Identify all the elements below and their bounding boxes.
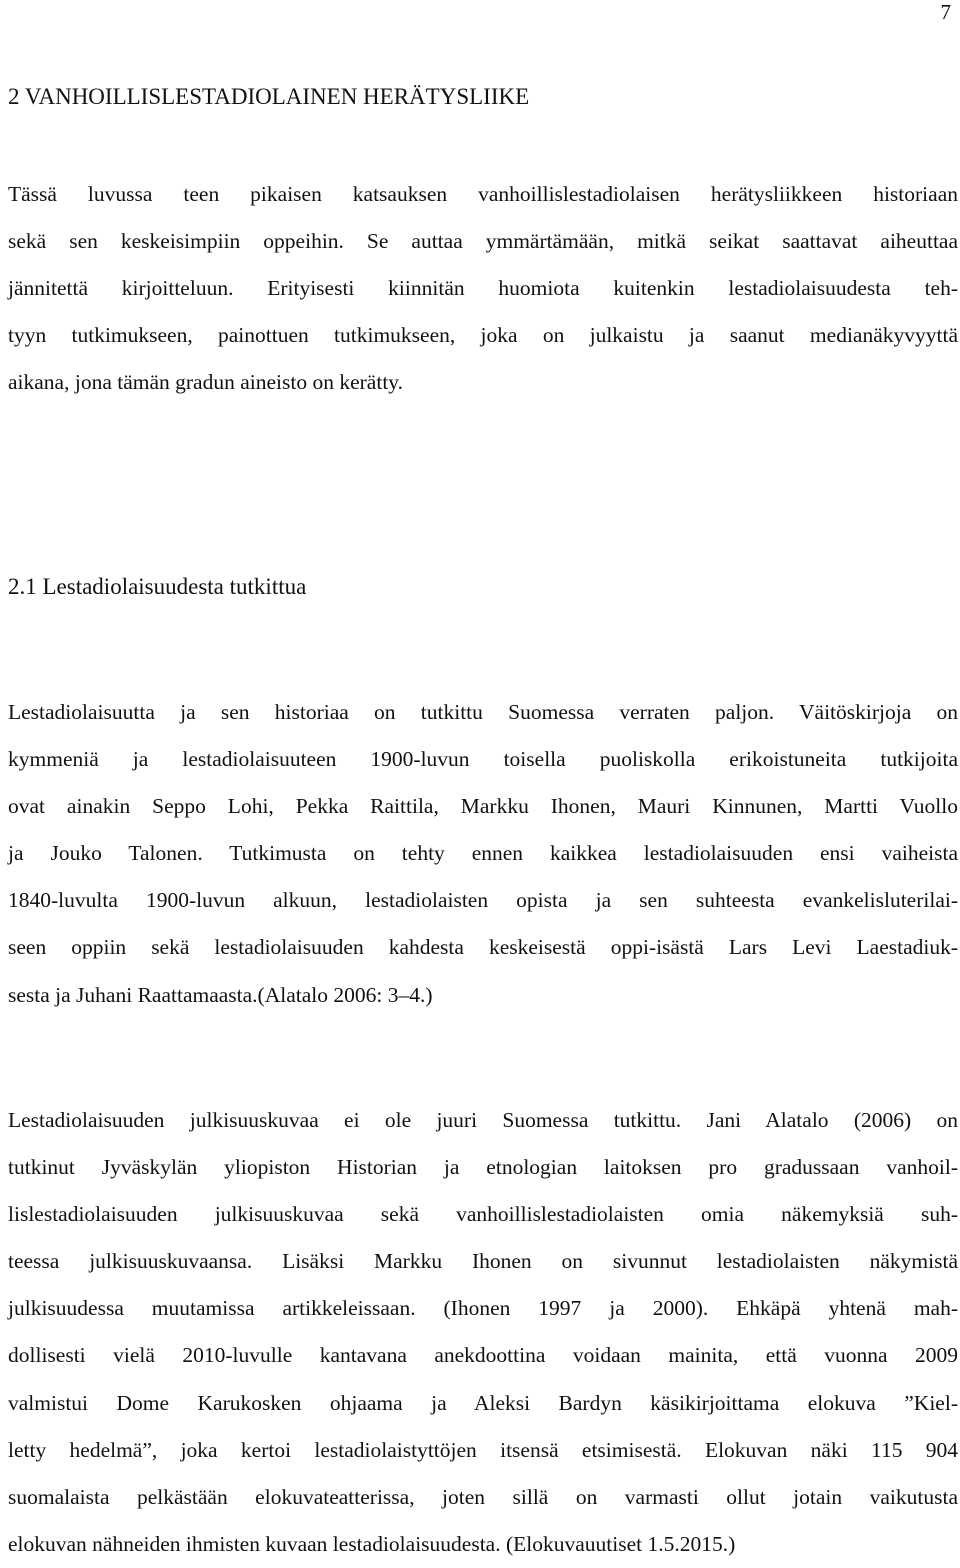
chapter-heading: 2 VANHOILLISLESTADIOLAINEN HERÄTYSLIIKE <box>8 84 530 109</box>
paragraph-public-image <box>8 1097 958 1568</box>
paragraph-line: ovat ainakin Seppo Lohi, Pekka Raittila, Markku Ihonen, Mauri Kinnunen, Martti Vuollo <box>8 794 958 819</box>
paragraph-line: Lestadiolaisuuden julkisuuskuvaa ei ole juuri Suomessa tutkittu. Jani Alatalo (2006) on <box>8 1108 958 1132</box>
paragraph-line: teessa julkisuuskuvaansa. Lisäksi Markku Ihonen on sivunnut lestadiolaisten näkymistä <box>8 1249 958 1274</box>
paragraph-line: seen oppiin sekä lestadiolaisuuden kahdesta keskeisestä oppi-isästä Lars Levi Laestadiuk- <box>8 935 958 960</box>
paragraph-line: letty hedelmä”, joka kertoi lestadiolaistyttöjen itsensä etsimisestä. Elokuvan näki 115 904 <box>8 1437 958 1462</box>
paragraph-line: kymmeniä ja lestadiolaisuuteen 1900-luvun toisella puoliskolla erikoistuneita tutkijoita <box>8 747 958 772</box>
paragraph-line: lislestadiolaisuuden julkisuuskuvaa sekä vanhoillislestadiolaisten omia näkemyksiä suh- <box>8 1202 958 1227</box>
paragraph-line: dollisesti vielä 2010-luvulle kantavana anekdoottina voidaan mainita, että vuonna 2009 <box>8 1343 958 1368</box>
paragraph-line: Tässä luvussa teen pikaisen katsauksen vanhoillislestadiolaisen herätysliikkeen historiaan <box>8 182 958 206</box>
paragraph-line: jännitettä kirjoitteluun. Erityisesti kiinnitän huomiota kuitenkin lestadiolaisuudesta teh- <box>8 276 958 301</box>
paragraph-line: tyyn tutkimukseen, painottuen tutkimukseen, joka on julkaistu ja saanut medianäkyvyyttä <box>8 323 958 348</box>
paragraph-line: elokuvan nähneiden ihmisten kuvaan lestadiolaisuudesta. (Elokuvauutiset 1.5.2015.) <box>8 1531 736 1556</box>
paragraph-line: sesta ja Juhani Raattamaasta.(Alatalo 2006: 3–4.) <box>8 982 433 1007</box>
paragraph-line: valmistui Dome Karukosken ohjaama ja Aleksi Bardyn käsikirjoittama elokuva ”Kiel- <box>8 1390 958 1415</box>
paragraph-line: 1840-luvulta 1900-luvun alkuun, lestadiolaisten opista ja sen suhteesta evankelisluterilai- <box>8 888 958 913</box>
paragraph-line: julkisuudessa muutamissa artikkeleissaan. (Ihonen 1997 ja 2000). Ehkäpä yhtenä mah- <box>8 1296 958 1321</box>
section-heading: 2.1 Lestadiolaisuudesta tutkittua <box>8 574 307 599</box>
paragraph-line: tutkinut Jyväskylän yliopiston Historian ja etnologian laitoksen pro gradussaan vanhoil- <box>8 1155 958 1180</box>
paragraph-research <box>8 689 958 1019</box>
paragraph-intro <box>8 171 958 406</box>
paragraph-line: ja Jouko Talonen. Tutkimusta on tehty ennen kaikkea lestadiolaisuuden ensi vaiheista <box>8 841 958 866</box>
paragraph-line: sekä sen keskeisimpiin oppeihin. Se auttaa ymmärtämään, mitkä seikat saattavat aiheuttaa <box>8 229 958 254</box>
paragraph-line: aikana, jona tämän gradun aineisto on kerätty. <box>8 370 404 395</box>
page-number: 7 <box>940 0 951 24</box>
paragraph-line: Lestadiolaisuutta ja sen historiaa on tutkittu Suomessa verraten paljon. Väitöskirjoja on <box>8 700 958 724</box>
paragraph-line: suomalaista pelkästään elokuvateatterissa, joten sillä on varmasti ollut jotain vaikutusta <box>8 1484 958 1509</box>
